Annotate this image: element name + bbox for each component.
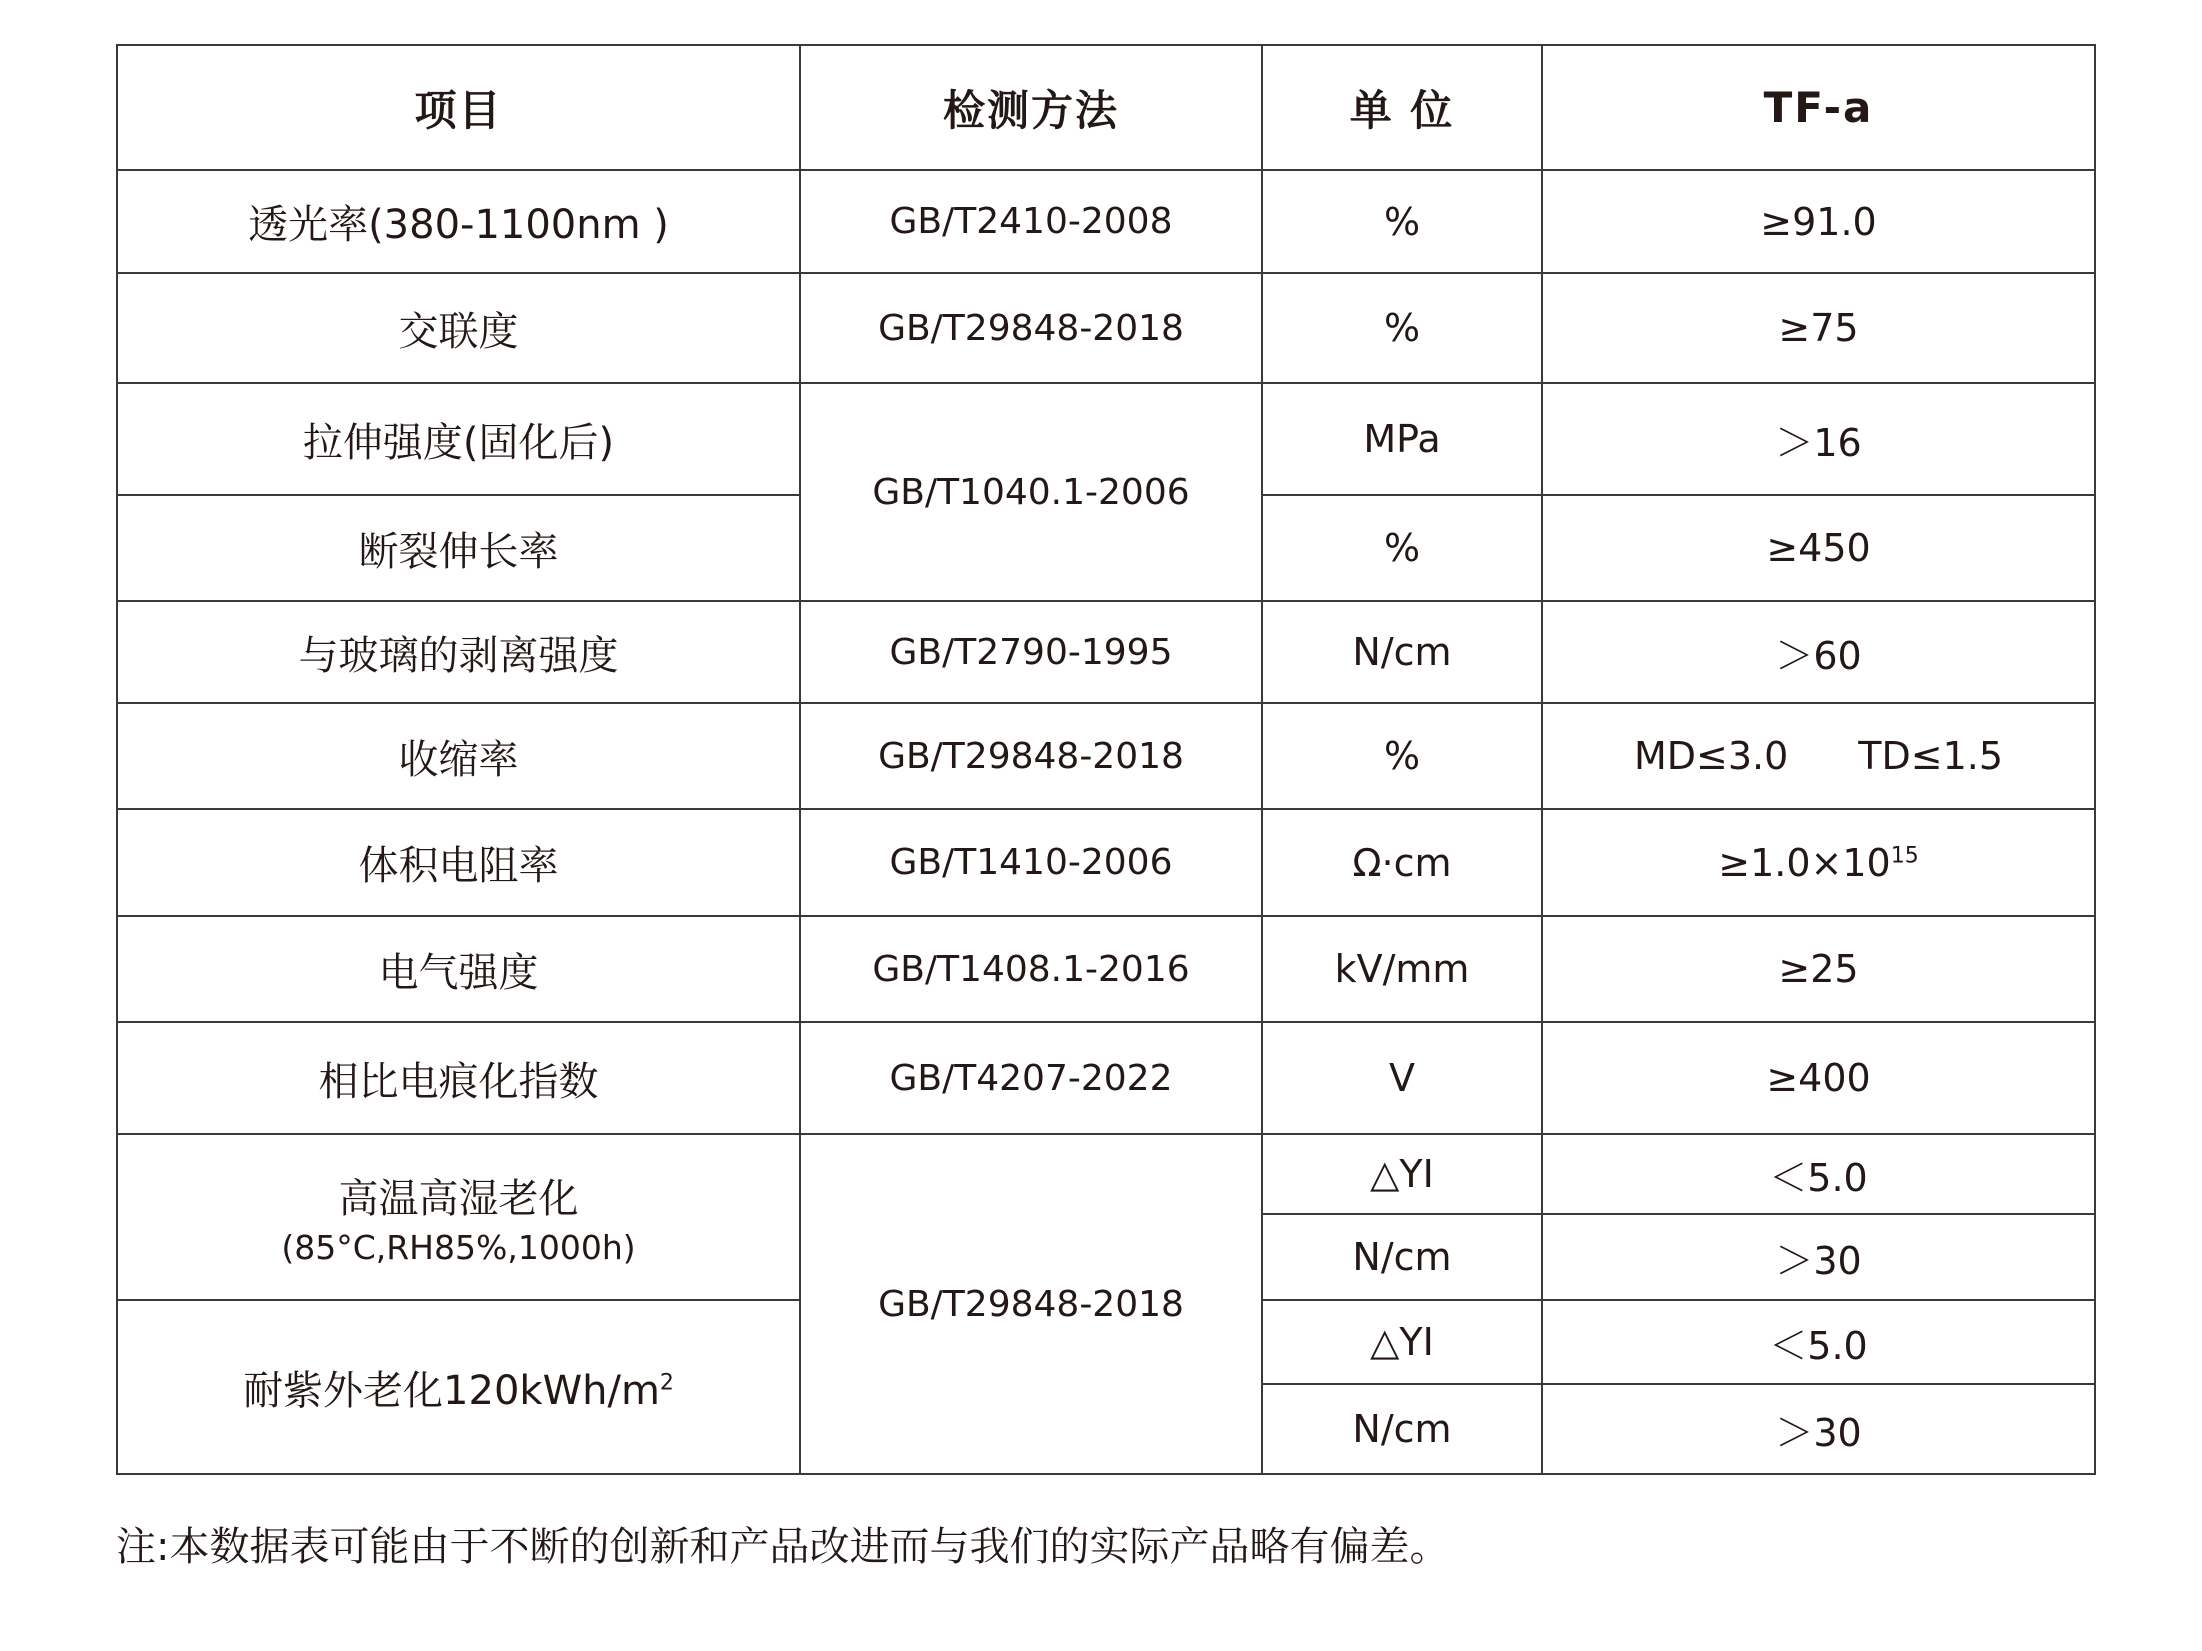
header-item: 项目 <box>117 45 800 170</box>
unit-cell: % <box>1262 703 1542 809</box>
method-cell: GB/T2790-1995 <box>800 601 1262 703</box>
value-cell: ≥75 <box>1542 273 2095 383</box>
method-cell: GB/T1040.1-2006 <box>800 383 1262 601</box>
unit-cell: MPa <box>1262 383 1542 495</box>
value-base: ≥1.0×10 <box>1718 840 1891 885</box>
value-cell: ≥450 <box>1542 495 2095 601</box>
unit-cell: △YI <box>1262 1300 1542 1384</box>
table-row <box>117 809 2095 916</box>
value-cell: ＞30 <box>1542 1214 2095 1300</box>
item-exponent: 2 <box>659 1370 674 1396</box>
item-cell: 断裂伸长率 <box>117 495 800 601</box>
table-row <box>117 1134 2095 1214</box>
value-td: TD≤1.5 <box>1858 734 2004 778</box>
value-cell: ＞30 <box>1542 1384 2095 1474</box>
value-cell: ≥400 <box>1542 1022 2095 1134</box>
unit-cell: △YI <box>1262 1134 1542 1214</box>
table-row <box>117 1022 2095 1134</box>
method-cell: GB/T4207-2022 <box>800 1022 1262 1134</box>
method-cell: GB/T29848-2018 <box>800 1134 1262 1474</box>
item-main: 耐紫外老化120kWh/m <box>243 1367 660 1414</box>
table-row <box>117 601 2095 703</box>
unit-cell: V <box>1262 1022 1542 1134</box>
table-row <box>117 273 2095 383</box>
unit-cell: Ω·cm <box>1262 809 1542 916</box>
item-cell: 电气强度 <box>117 916 800 1022</box>
item-cell <box>117 1300 800 1474</box>
item-cell <box>117 1134 800 1300</box>
method-cell: GB/T1410-2006 <box>800 809 1262 916</box>
value-cell: ＜5.0 <box>1542 1300 2095 1384</box>
item-cell: 收缩率 <box>117 703 800 809</box>
footnote: 注:本数据表可能由于不断的创新和产品改进而与我们的实际产品略有偏差。 <box>116 1524 1450 1570</box>
unit-cell: % <box>1262 170 1542 273</box>
table-row <box>117 703 2095 809</box>
item-cell: 相比电痕化指数 <box>117 1022 800 1134</box>
table-row <box>117 916 2095 1022</box>
value-cell: ＞16 <box>1542 383 2095 495</box>
header-value: TF-a <box>1542 45 2095 170</box>
item-cell: 交联度 <box>117 273 800 383</box>
value-cell <box>1542 809 2095 916</box>
header-row <box>117 45 2095 170</box>
item-condition: (85°C,RH85%,1000h) <box>281 1228 636 1267</box>
unit-cell: N/cm <box>1262 1214 1542 1300</box>
unit-cell: N/cm <box>1262 601 1542 703</box>
item-cell: 拉伸强度(固化后) <box>117 383 800 495</box>
header-method: 检测方法 <box>800 45 1262 170</box>
item-main: 高温高湿老化 <box>338 1176 579 1222</box>
value-cell <box>1542 703 2095 809</box>
value-cell: ＞60 <box>1542 601 2095 703</box>
value-cell: ＜5.0 <box>1542 1134 2095 1214</box>
method-cell: GB/T29848-2018 <box>800 703 1262 809</box>
value-exponent: 15 <box>1890 842 1919 868</box>
method-cell: GB/T1408.1-2016 <box>800 916 1262 1022</box>
value-md: MD≤3.0 <box>1633 734 1789 778</box>
method-cell: GB/T2410-2008 <box>800 170 1262 273</box>
value-cell: ≥91.0 <box>1542 170 2095 273</box>
method-cell: GB/T29848-2018 <box>800 273 1262 383</box>
spec-table <box>116 44 2096 1475</box>
value-cell: ≥25 <box>1542 916 2095 1022</box>
item-cell: 透光率(380-1100nm ) <box>117 170 800 273</box>
unit-cell: % <box>1262 495 1542 601</box>
item-cell: 与玻璃的剥离强度 <box>117 601 800 703</box>
table-row <box>117 170 2095 273</box>
unit-cell: % <box>1262 273 1542 383</box>
unit-cell: N/cm <box>1262 1384 1542 1474</box>
table-row <box>117 383 2095 495</box>
header-unit: 单 位 <box>1262 45 1542 170</box>
unit-cell: kV/mm <box>1262 916 1542 1022</box>
item-cell: 体积电阻率 <box>117 809 800 916</box>
